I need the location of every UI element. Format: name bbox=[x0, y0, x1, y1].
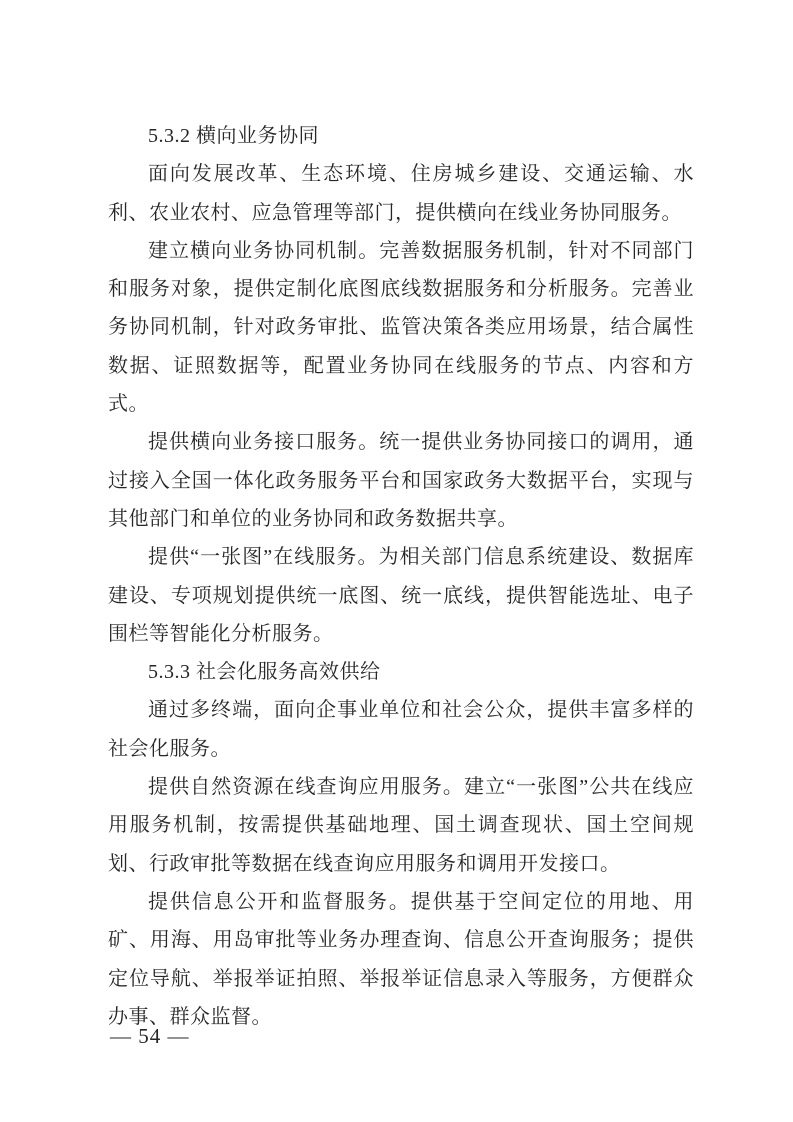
section-heading-5-3-2: 5.3.2 横向业务协同 bbox=[148, 125, 319, 147]
document-body bbox=[108, 117, 694, 1036]
body-paragraph: 提供自然资源在线查询应用服务。建立“一张图”公共在线应用服务机制，按需提供基础地理、国土调查现状、国土空间规划、行政审批等数据在线查询应用服务和调用开发接口。 bbox=[108, 776, 694, 875]
body-paragraph: 建立横向业务协同机制。完善数据服务机制，针对不同部门和服务对象，提供定制化底图底线数据服务和分析服务。完善业务协同机制，针对政务审批、监管决策各类应用场景，结合属性数据、证照数据等，配置业务协同在线服务的节点、内容和方式。 bbox=[108, 239, 694, 416]
section-heading-5-3-3: 5.3.3 社会化服务高效供给 bbox=[148, 661, 381, 684]
body-paragraph: 提供横向业务接口服务。统一提供业务协同接口的调用，通过接入全国一体化政务服务平台和国家政务大数据平台，实现与其他部门和单位的业务协同和政务数据共享。 bbox=[108, 431, 694, 530]
body-paragraph: 提供信息公开和监督服务。提供基于空间定位的用地、用矿、用海、用岛审批等业务办理查询、信息公开查询服务；提供定位导航、举报举证拍照、举报举证信息录入等服务，方便群众办事、群众监督。 bbox=[108, 890, 694, 1028]
page-number: — 54 — bbox=[110, 1024, 190, 1048]
body-paragraph: 提供“一张图”在线服务。为相关部门信息系统建设、数据库建设、专项规划提供统一底图、统一底线，提供智能选址、电子围栏等智能化分析服务。 bbox=[108, 546, 694, 645]
body-paragraph: 通过多终端，面向企事业单位和社会公众，提供丰富多样的社会化服务。 bbox=[108, 699, 694, 760]
body-paragraph: 面向发展改革、生态环境、住房城乡建设、交通运输、水利、农业农村、应急管理等部门，提供横向在线业务协同服务。 bbox=[108, 163, 694, 224]
